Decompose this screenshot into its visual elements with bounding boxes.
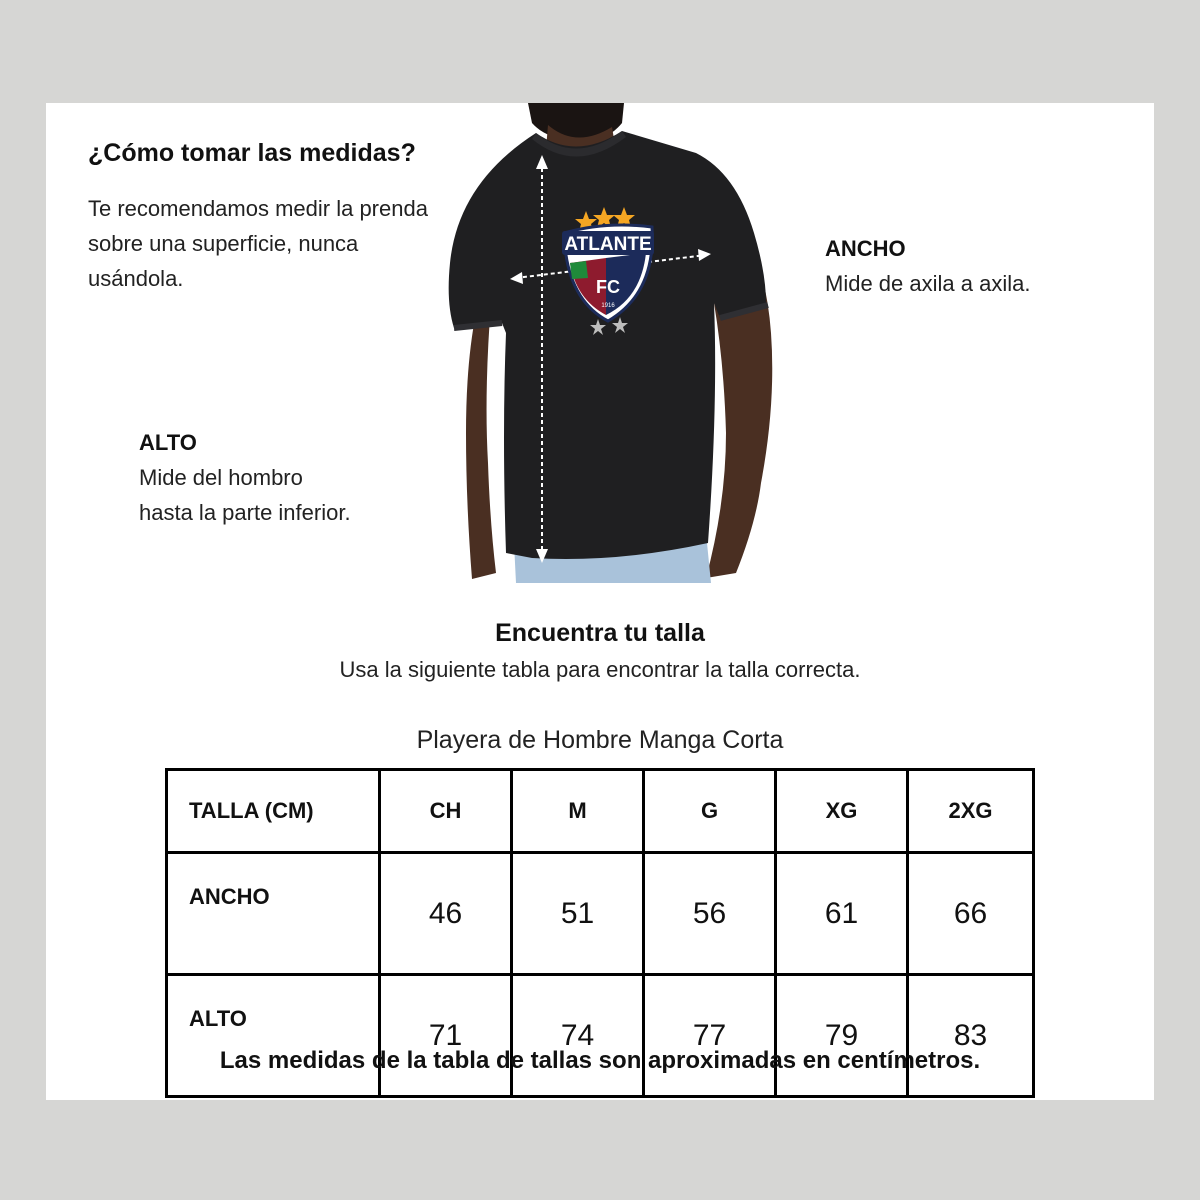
measurements-note: Las medidas de la tabla de tallas son aproximadas en centímetros. bbox=[219, 1047, 981, 1074]
row-label-ancho: ANCHO bbox=[167, 853, 380, 975]
table-cell: 71 bbox=[380, 975, 512, 1097]
find-size-subtitle: Usa la siguiente tabla para encontrar la talla correcta. bbox=[339, 657, 861, 682]
header-cell-2xg: 2XG bbox=[908, 770, 1034, 853]
how-to-title: ¿Cómo tomar las medidas? bbox=[88, 139, 416, 167]
alto-block bbox=[139, 425, 351, 530]
table-cell: 51 bbox=[512, 853, 644, 975]
table-cell: 66 bbox=[908, 853, 1034, 975]
model-tshirt-photo bbox=[436, 103, 806, 583]
ancho-block bbox=[825, 231, 1030, 301]
table-header-row bbox=[167, 770, 1034, 853]
size-guide-card bbox=[46, 103, 1154, 1100]
header-cell-talla: TALLA (CM) bbox=[167, 770, 380, 853]
table-cell: 79 bbox=[776, 975, 908, 1097]
table-row-alto bbox=[167, 975, 1034, 1097]
crest-year: 1916 bbox=[601, 303, 615, 309]
table-row-ancho bbox=[167, 853, 1034, 975]
ancho-label: ANCHO bbox=[825, 236, 906, 261]
crest-text: ATLANTE bbox=[564, 234, 652, 255]
alto-label: ALTO bbox=[139, 430, 197, 455]
header-cell-m: M bbox=[512, 770, 644, 853]
table-cell: 46 bbox=[380, 853, 512, 975]
alto-desc-line2: hasta la parte inferior. bbox=[139, 500, 351, 525]
header-cell-g: G bbox=[644, 770, 776, 853]
header-cell-ch: CH bbox=[380, 770, 512, 853]
table-caption: Playera de Hombre Manga Corta bbox=[416, 726, 784, 754]
table-cell: 77 bbox=[644, 975, 776, 1097]
how-to-text: Te recomendamos medir la prenda sobre una superficie, nunca usándola. bbox=[88, 196, 428, 291]
alto-desc-line1: Mide del hombro bbox=[139, 465, 303, 490]
table-cell: 83 bbox=[908, 975, 1034, 1097]
table-cell: 61 bbox=[776, 853, 908, 975]
table-cell: 74 bbox=[512, 975, 644, 1097]
crest-sub-text: FC bbox=[596, 277, 620, 297]
find-size-title: Encuentra tu talla bbox=[495, 619, 705, 647]
row-label-alto: ALTO bbox=[167, 975, 380, 1097]
table-cell: 56 bbox=[644, 853, 776, 975]
ancho-desc: Mide de axila a axila. bbox=[825, 271, 1031, 296]
header-cell-xg: XG bbox=[776, 770, 908, 853]
